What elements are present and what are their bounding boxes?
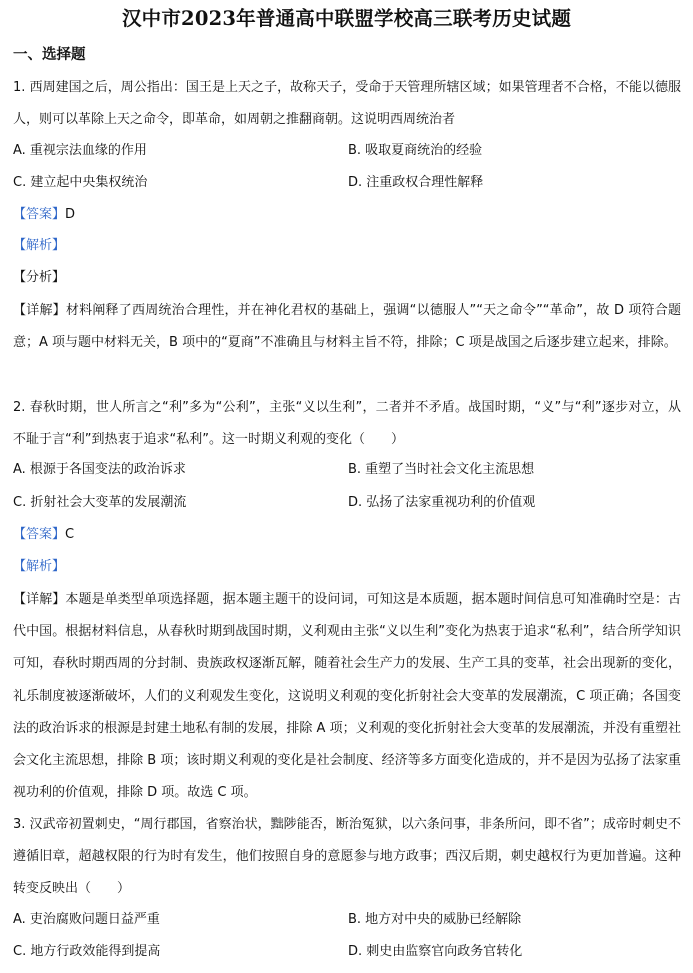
- q1-option-c: C. 建立起中央集权统治: [13, 175, 148, 190]
- q3-option-a: A. 吏治腐败问题日益严重: [13, 912, 160, 927]
- answer-label: 【答案】: [13, 527, 66, 542]
- detail-label: 【详解】: [13, 303, 66, 318]
- answer-label: 【答案】: [13, 207, 66, 222]
- q1-option-a: A. 重视宗法血缘的作用: [13, 143, 147, 158]
- q2-option-c: C. 折射社会大变革的发展潮流: [13, 495, 187, 510]
- q3-option-c: C. 地方行政效能得到提高: [13, 944, 161, 959]
- q1-detail: [13, 295, 681, 359]
- q1-option-d: D. 注重政权合理性解释: [348, 175, 484, 190]
- question-1-stem: 1. 西周建国之后，周公指出：国王是上天之子，故称天子，受命于天管理所辖区域；如果管理者不合格，不能以德服人，则可以革除上天之命令，即革命，如周朝之推翻商朝。这说明西周统治者: [13, 80, 681, 128]
- q1-option-b: B. 吸取夏商统治的经验: [348, 143, 483, 158]
- q2-option-d: D. 弘扬了法家重视功利的价值观: [348, 495, 536, 510]
- q1-analysis-label: 【解析】: [13, 238, 66, 253]
- q1-answer: [13, 205, 75, 225]
- q3-option-b: B. 地方对中央的威胁已经解除: [348, 912, 522, 927]
- detail-text: 本题是单类型单项选择题，据本题主题干的设问词，可知这是本质题，据本题时间信息可知准确时空是：古代中国。根据材料信息，从春秋时期到战国时期，义利观由主张“义以生利”变化为热衷于追求“私利”，结合所学知识可知，春秋时期西周的分封制、贵族政权逐渐瓦解，随着社会生产力的发展、生产工具的变革，社会出现新的变化，礼乐制度被逐渐破坏，人们的义利观发生变化，这说明义利观的变化折射社会大变革的发展潮流，C 项正确；各国变法的政治诉求的根源是封建土地私有制的发展，排除 A 项；义利观的变化折射社会大变革的发展潮流，并没有重塑社会文化主流思想，排除 B 项；该时期义利观的变化是社会制度、经济等多方面变化造成的，并不是因为弘扬了法家重视功利的价值观，排除 D 项。故选 C 项。: [13, 592, 681, 801]
- detail-text: 材料阐释了西周统治合理性，并在神化君权的基础上，强调“以德服人”“天之命令”“革命”，故 D 项符合题意；A 项与题中材料无关，B 项中的“夏商”不准确且与材料主旨不符，排除；C 项是战国之后逐步建立起来，排除。: [13, 303, 681, 351]
- q2-option-a: A. 根源于各国变法的政治诉求: [13, 462, 186, 477]
- q3-option-d: D. 刺史由监察官向政务官转化: [348, 944, 523, 959]
- answer-value: C: [65, 527, 75, 542]
- section-heading: 一、选择题: [13, 47, 86, 63]
- q2-option-b: B. 重塑了当时社会文化主流思想: [348, 462, 535, 477]
- answer-value: D: [65, 207, 76, 222]
- q2-detail: [13, 584, 681, 809]
- q2-analysis-label: 【解析】: [13, 559, 66, 574]
- question-3-stem: 3. 汉武帝初置刺史，“周行郡国，省察治状，黜陟能否，断治冤狱，以六条问事，非条所问，即不省”；成帝时刺史不遵循旧章，超越权限的行为时有发生，他们按照自身的意愿参与地方政事；西汉后期，刺史越权行为更加普遍。这种转变反映出（ ）: [13, 817, 681, 897]
- exam-title: 汉中市2023年普通高中联盟学校高三联考历史试题: [121, 7, 572, 30]
- question-2-stem: 2. 春秋时期，世人所言之“利”多为“公利”，主张“义以生利”，二者并不矛盾。战国时期，“义”与“利”逐步对立，从不耻于言“利”到热衷于追求“私利”。这一时期义利观的变化（ ）: [13, 400, 681, 448]
- q2-answer: [13, 525, 74, 545]
- detail-label: 【详解】: [13, 592, 66, 607]
- q1-fenxi-label: 【分析】: [13, 270, 66, 285]
